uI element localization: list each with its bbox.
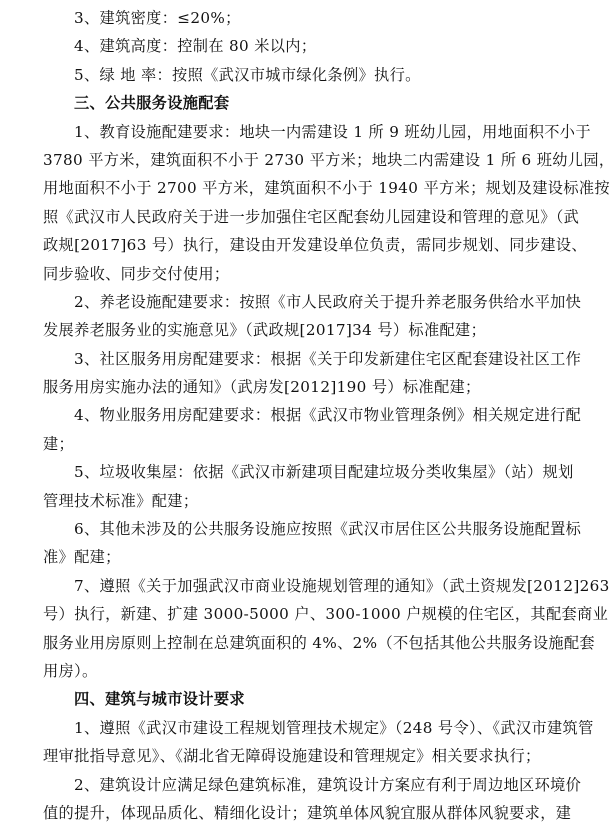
text-line: 3780 平方米，建筑面积不小于 2730 平方米；地块二内需建设 1 所 6 班幼儿园， (43, 150, 614, 169)
text-line: 5、垃圾收集屋：依据《武汉市新建项目配建垃圾分类收集屋》（站）规划 (74, 463, 574, 482)
text-line: 2、建筑设计应满足绿色建筑标准，建筑设计方案应有利于周边地区环境价 (74, 775, 582, 794)
text-line: 用地面积不小于 2700 平方米，建筑面积不小于 1940 平方米；规划及建设标准按 (43, 179, 610, 198)
text-line: 用房）。 (43, 661, 98, 680)
text-line: 管理技术标准》配建； (43, 491, 199, 510)
text-line: 4、建筑高度：控制在 80 米以内； (74, 37, 317, 56)
text-line: 2、养老设施配建要求：按照《市人民政府关于提升养老服务供给水平加快 (74, 292, 582, 311)
text-line: 建； (43, 434, 75, 453)
text-line: 5、绿 地 率：按照《武汉市城市绿化条例》执行。 (74, 65, 421, 84)
text-line: 发展养老服务业的实施意见》（武政规[2017]34 号）标准配建； (43, 321, 487, 340)
section-heading: 四、建筑与城市设计要求 (74, 690, 245, 709)
text-line: 3、建筑密度：≤20%； (74, 9, 241, 27)
text-line: 服务业用房原则上控制在总建筑面积的 4%、2%（不包括其他公共服务设施配套 (43, 633, 595, 652)
text-line: 同步验收、同步交付使用； (43, 264, 230, 283)
text-line: 准》配建； (43, 548, 121, 567)
text-line: 7、遵照《关于加强武汉市商业设施规划管理的通知》（武土资规发[2012]263 (74, 576, 610, 595)
section-heading: 三、公共服务设施配套 (74, 94, 230, 113)
text-line: 照《武汉市人民政府关于进一步加强住宅区配套幼儿园建设和管理的意见》（武 (43, 207, 580, 226)
text-line: 值的提升，体现品质化、精细化设计；建筑单体风貌宜服从群体风貌要求，建 (43, 803, 572, 822)
text-line: 政规[2017]63 号）执行，建设由开发建设单位负责，需同步规划、同步建设、 (43, 236, 587, 255)
text-line: 1、教育设施配建要求：地块一内需建设 1 所 9 班幼儿园，用地面积不小于 (74, 122, 591, 141)
text-line: 6、其他未涉及的公共服务设施应按照《武汉市居住区公共服务设施配置标 (74, 520, 582, 539)
text-line: 理审批指导意见》、《湖北省无障碍设施建设和管理规定》相关要求执行； (43, 747, 541, 766)
text-line: 4、物业服务用房配建要求：根据《武汉市物业管理条例》相关规定进行配 (74, 406, 582, 425)
text-line: 服务用房实施办法的通知》（武房发[2012]190 号）标准配建； (43, 378, 481, 397)
text-line: 3、社区服务用房配建要求：根据《关于印发新建住宅区配套建设社区工作 (74, 349, 582, 368)
text-line: 1、遵照《武汉市建设工程规划管理技术规定》（248 号令）、《武汉市建筑管 (74, 718, 594, 737)
text-line: 号）执行，新建、扩建 3000-5000 户、300-1000 户规模的住宅区，其配套商业 (43, 605, 609, 624)
